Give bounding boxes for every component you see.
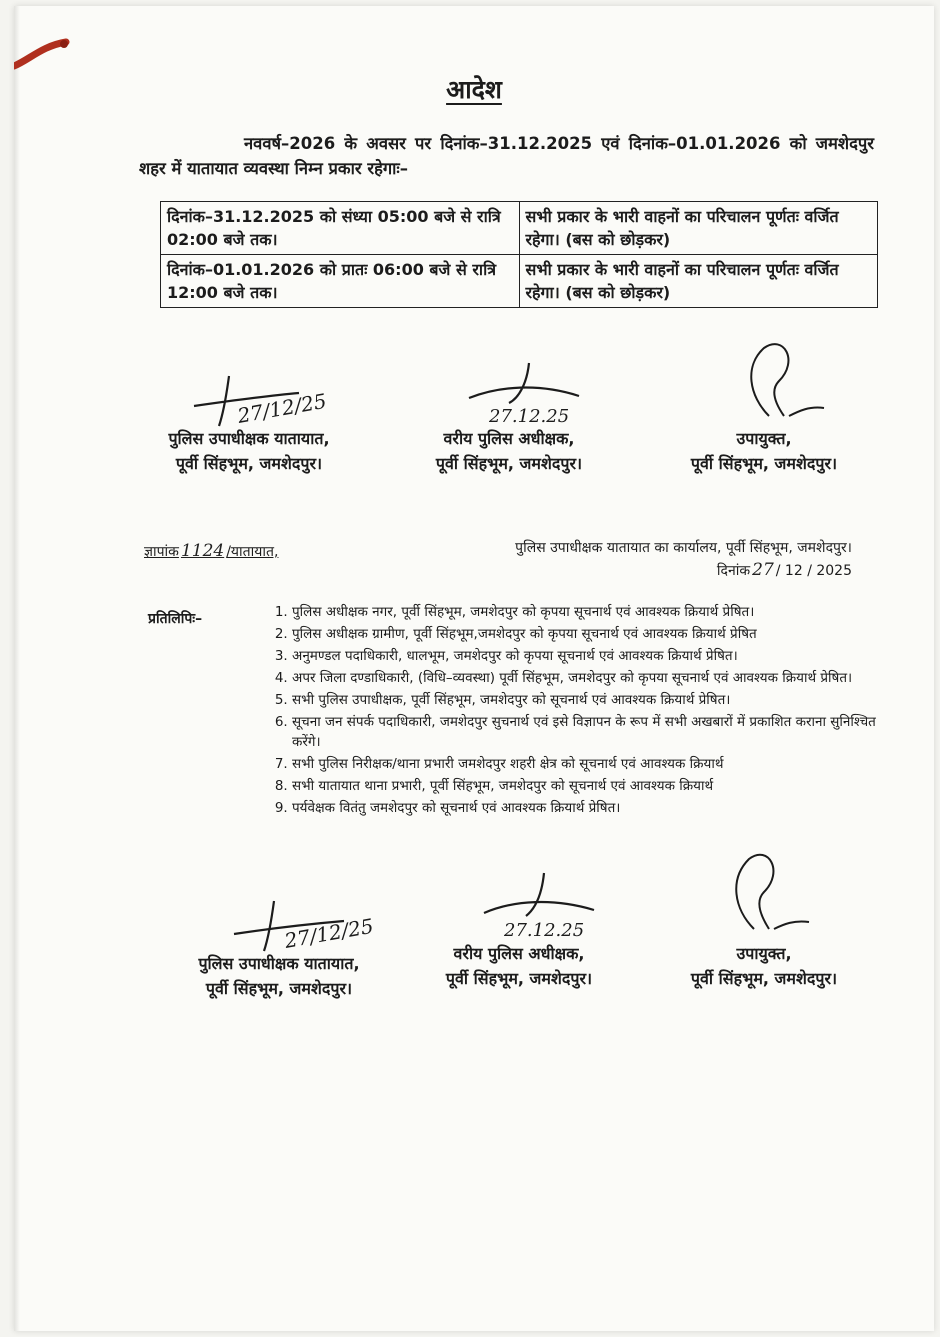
traffic-order-table: [160, 201, 878, 308]
signatory-dc: [654, 426, 874, 476]
handwritten-date: 27.12.25: [504, 920, 585, 941]
list-item: 1. पुलिस अधीक्षक नगर, पूर्वी सिंहभूम, जमशेदपुर को कृपया सूचनार्थ एवं आवश्यक क्रियार्थ प्रेषित।: [292, 602, 902, 622]
memo-date-day: 27: [752, 560, 774, 580]
signatory-designation: उपायुक्त,: [736, 944, 792, 963]
signatory-designation: पुलिस उपाधीक्षक यातायात,: [198, 954, 360, 973]
copy-list: [264, 602, 902, 820]
signatory-office: पूर्वी सिंहभूम, जमशेदपुर।: [205, 979, 353, 998]
signature-dsp-traffic: [169, 371, 369, 431]
signatory-designation: वरीय पुलिस अधीक्षक,: [453, 944, 585, 963]
list-item: 9. पर्यवेक्षक वितंतु जमशेदपुर को सूचनार्थ एवं आवश्यक क्रियार्थ प्रेषित।: [292, 798, 902, 818]
signatory-dsp-traffic-2: [159, 951, 399, 1001]
signature-dsp-traffic-2: [214, 896, 414, 956]
handwritten-date: 27/12/25: [235, 388, 329, 428]
binding-thread: [14, 36, 74, 70]
signatory-office: पूर्वी सिंहभूम, जमशेदपुर।: [435, 454, 583, 473]
list-item: 8. सभी यातायात थाना प्रभारी, पूर्वी सिंहभूम, जमशेदपुर को सूचनार्थ एवं आवश्यक क्रियार्थ: [292, 776, 902, 796]
signature-ssp-2: [464, 868, 624, 943]
memo-date-rest: / 12 / 2025: [775, 563, 852, 579]
signatory-ssp: [389, 426, 629, 476]
list-item: 6. सूचना जन संपर्क पदाधिकारी, जमशेदपुर सुचनार्थ एवं इसे विज्ञापन के रूप में सभी अखबारों में प्रकाशित कराना सुनिश्चित करेंगे।: [292, 712, 902, 752]
signatory-dsp-traffic: [129, 426, 369, 476]
signature-ssp: [449, 358, 609, 428]
list-item: 7. सभी पुलिस निरीक्षक/थाना प्रभारी जमशेदपुर शहरी क्षेत्र को सूचनार्थ एवं आवश्यक क्रियार्थ: [292, 754, 902, 774]
signature-dc: [729, 336, 839, 431]
signatory-ssp-2: [404, 941, 634, 991]
signatory-office: पूर्वी सिंहभूम, जमशेदपुर।: [690, 454, 838, 473]
memo-office-date: [515, 537, 852, 582]
memo-date-label: दिनांक: [716, 563, 751, 579]
table-row: [161, 255, 878, 308]
list-item: 3. अनुमण्डल पदाधिकारी, धालभूम, जमशेदपुर को कृपया सूचनार्थ एवं आवश्यक क्रियार्थ प्रेषित।: [292, 646, 902, 666]
table-row: [161, 202, 878, 255]
memo-office: पुलिस उपाधीक्षक यातायात का कार्यालय, पूर्वी सिंहभूम, जमशेदपुर।: [515, 540, 852, 556]
list-item: 5. सभी पुलिस उपाधीक्षक, पूर्वी सिंहभूम, जमशेदपुर को सूचनार्थ एवं आवश्यक क्रियार्थ प्रेषित।: [292, 690, 902, 710]
memo-number-handwritten: 1124: [180, 541, 225, 561]
memo-suffix: /यातायात,: [226, 544, 279, 560]
signatory-office: पूर्वी सिंहभूम, जमशेदपुर।: [175, 454, 323, 473]
handwritten-date: 27.12.25: [489, 406, 570, 427]
document-page: [14, 6, 934, 1331]
signatory-dc-2: [654, 941, 874, 991]
memo-prefix: ज्ञापांक: [144, 544, 179, 560]
order-intro: नववर्ष–2026 के अवसर पर दिनांक–31.12.2025 एवं दिनांक–01.01.2026 को जमशेदपुर शहर में यातायात व्यवस्था निम्न प्रकार रहेगाः–: [139, 134, 874, 178]
restriction-rule: सभी प्रकार के भारी वाहनों का परिचालन पूर्णतः वर्जित रहेगा। (बस को छोड़कर): [519, 255, 878, 308]
restriction-time: दिनांक–01.01.2026 को प्रातः 06:00 बजे से रात्रि 12:00 बजे तक।: [161, 255, 520, 308]
handwritten-date: 27/12/25: [282, 913, 376, 953]
signatory-office: पूर्वी सिंहभूम, जमशेदपुर।: [445, 969, 593, 988]
memo-number: [144, 541, 278, 561]
signature-dc-2: [714, 844, 824, 944]
restriction-rule: सभी प्रकार के भारी वाहनों का परिचालन पूर्णतः वर्जित रहेगा। (बस को छोड़कर): [519, 202, 878, 255]
restriction-time: दिनांक–31.12.2025 को संध्या 05:00 बजे से रात्रि 02:00 बजे तक।: [161, 202, 520, 255]
memo-date: [515, 559, 852, 582]
copy-label: प्रतिलिपिः–: [148, 611, 203, 627]
list-item: 2. पुलिस अधीक्षक ग्रामीण, पूर्वी सिंहभूम,जमशेदपुर को कृपया सूचनार्थ एवं आवश्यक क्रियार्थ प्रेषित: [292, 624, 902, 644]
signatory-designation: उपायुक्त,: [736, 429, 792, 448]
order-title: आदेश: [446, 75, 502, 104]
signatory-designation: वरीय पुलिस अधीक्षक,: [443, 429, 575, 448]
signatory-office: पूर्वी सिंहभूम, जमशेदपुर।: [690, 969, 838, 988]
signatory-designation: पुलिस उपाधीक्षक यातायात,: [168, 429, 330, 448]
list-item: 4. अपर जिला दण्डाधिकारी, (विधि–व्यवस्था) पूर्वी सिंहभूम, जमशेदपुर को कृपया सूचनार्थ एवं आवश्यक क्रियार्थ प्रेषित।: [292, 668, 902, 688]
